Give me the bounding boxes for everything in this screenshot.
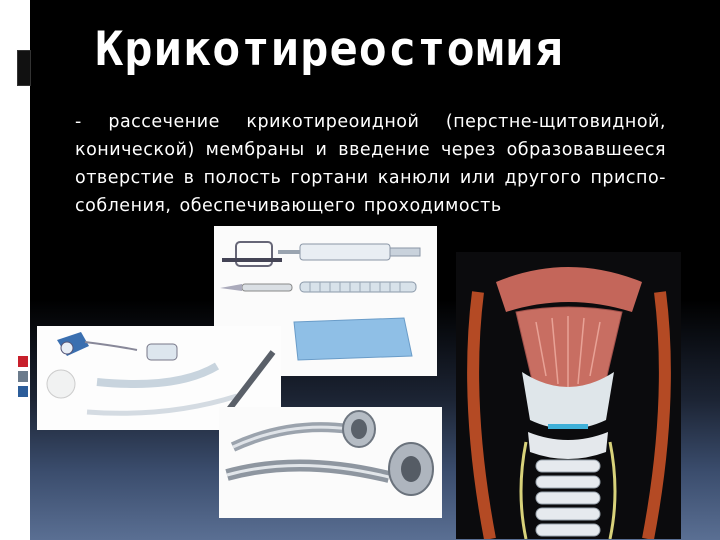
decor-square-red [18,356,28,367]
left-decor-strip [0,0,30,540]
slide-body-text: - рассечение крикотиреоидной (перстне-щитовидной, конической) мембраны и введение через образовавшееся отверстие в полость гортани канюли или другого приспо-собления, обеспечивающего проходимость [75,112,666,216]
decor-square [17,50,31,86]
slide-title: Крикотиреостомия [95,22,564,77]
decor-square-gray [18,371,28,382]
metal-cannula-photo [219,407,442,518]
decor-square-blue [18,386,28,397]
larynx-anatomy-illustration [456,252,681,539]
